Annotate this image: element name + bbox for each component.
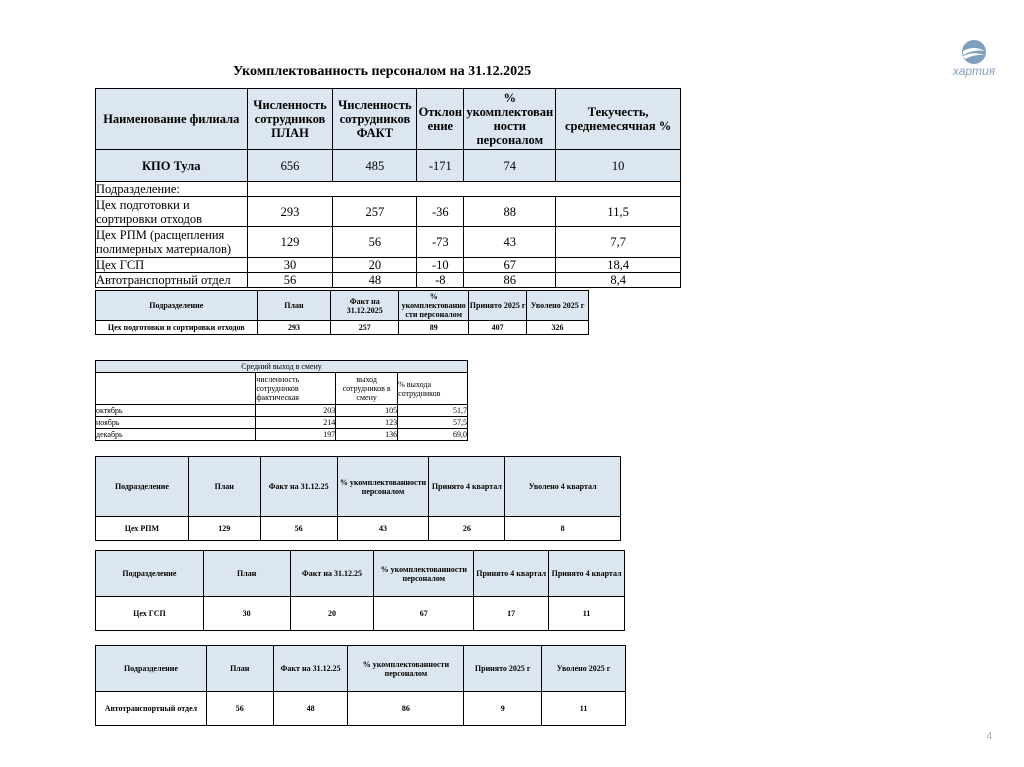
transport-dept-table — [95, 645, 626, 726]
col-header-hired: Принято 2025 г — [464, 646, 542, 692]
row-name: Цех подготовки и сортировки отходов — [96, 197, 248, 227]
row-staffing-pct: 43 — [464, 227, 556, 258]
row-turnover: 11,5 — [556, 197, 681, 227]
blank-header-cell — [96, 373, 256, 405]
page-title: Укомплектованность персоналом на 31.12.2025 — [233, 64, 532, 79]
cell-plan: 30 — [203, 597, 290, 631]
col-header-staffing-pct: % укомплектованности персоналом — [374, 551, 474, 597]
col-header-turnover: Текучесть, среднемесячная % — [556, 89, 681, 150]
branch-staffing-pct: 74 — [464, 150, 556, 182]
col-header-hired: Принято 4 квартал — [429, 457, 505, 517]
table-row — [96, 417, 468, 429]
row-plan: 30 — [247, 258, 333, 273]
col-header-division: Подразделение — [96, 646, 207, 692]
cell-staffing-pct: 67 — [374, 597, 474, 631]
table-row — [96, 258, 681, 273]
cell-pct: 51,7 — [398, 405, 468, 417]
col-header-division: Подразделение — [96, 291, 258, 321]
col-header-fact: Численность сотрудников ФАКТ — [333, 89, 417, 150]
staffing-main-table — [95, 88, 681, 288]
col-header-fact: Факт на 31.12.2025 — [331, 291, 399, 321]
col-header-shift-pct: % выхода сотрудников — [398, 373, 468, 405]
col-header-plan: Численность сотрудников ПЛАН — [247, 89, 333, 150]
cell-dismissed: 8 — [505, 517, 621, 541]
cell-hired: 26 — [429, 517, 505, 541]
branch-name: КПО Тула — [96, 150, 248, 182]
cell-dismissed: 11 — [542, 692, 626, 726]
col-header-dismissed: Уволено 2025 г — [542, 646, 626, 692]
row-fact: 48 — [333, 273, 417, 288]
cell-out: 136 — [336, 429, 398, 441]
col-header-staffing-pct: % укомплектован ности персоналом — [464, 89, 556, 150]
row-fact: 56 — [333, 227, 417, 258]
row-fact: 20 — [333, 258, 417, 273]
cell-fact: 48 — [273, 692, 348, 726]
table-row — [96, 517, 621, 541]
rpm-shop-table — [95, 456, 621, 541]
col-header-plan: План — [188, 457, 260, 517]
col-header-shift-out: выход сотрудников в смену — [336, 373, 398, 405]
col-header-plan: План — [203, 551, 290, 597]
row-turnover: 8,4 — [556, 273, 681, 288]
col-header-fact: Факт на 31.12.25 — [260, 457, 337, 517]
row-deviation: -8 — [417, 273, 464, 288]
col-header-dismissed: Уволено 4 квартал — [505, 457, 621, 517]
row-fact: 257 — [333, 197, 417, 227]
col-header-hired: Принято 4 квартал — [474, 551, 549, 597]
row-name: Цех РПМ (расщепления полимерных материалов) — [96, 227, 248, 258]
cell-staffing-pct: 89 — [399, 321, 469, 335]
col-header-staffing-pct: % укомплектованности персоналом — [337, 457, 429, 517]
col-header-plan: План — [257, 291, 331, 321]
row-turnover: 18,4 — [556, 258, 681, 273]
cell-hired: 17 — [474, 597, 549, 631]
cell-month: октябрь — [96, 405, 256, 417]
table-row — [96, 227, 681, 258]
row-name: Цех ГСП — [96, 258, 248, 273]
cell-month: декабрь — [96, 429, 256, 441]
sorting-shop-table — [95, 290, 589, 335]
col-header-hired-2: Принято 4 квартал — [549, 551, 625, 597]
table-row — [96, 321, 589, 335]
cell-out: 105 — [336, 405, 398, 417]
row-deviation: -73 — [417, 227, 464, 258]
company-logo — [946, 38, 1002, 82]
table-row — [96, 405, 468, 417]
col-header-division: Подразделение — [96, 551, 204, 597]
row-deviation: -36 — [417, 197, 464, 227]
table-row — [96, 273, 681, 288]
cell-hired: 9 — [464, 692, 542, 726]
cell-out: 123 — [336, 417, 398, 429]
branch-deviation: -171 — [417, 150, 464, 182]
row-name: Автотранспортный отдел — [96, 273, 248, 288]
cell-dismissed: 11 — [549, 597, 625, 631]
cell-fact: 56 — [260, 517, 337, 541]
cell-count: 197 — [256, 429, 336, 441]
col-header-hired: Принято 2025 г — [469, 291, 527, 321]
subdivision-label: Подразделение: — [96, 182, 248, 197]
row-turnover: 7,7 — [556, 227, 681, 258]
row-plan: 293 — [247, 197, 333, 227]
cell-month: ноябрь — [96, 417, 256, 429]
cell-dismissed: 326 — [527, 321, 589, 335]
col-header-plan: План — [206, 646, 273, 692]
col-header-branch: Наименование филиала — [96, 89, 248, 150]
row-staffing-pct: 88 — [464, 197, 556, 227]
cell-staffing-pct: 86 — [348, 692, 464, 726]
cell-division: Цех РПМ — [96, 517, 189, 541]
cell-division: Автотранспортный отдел — [96, 692, 207, 726]
cell-pct: 69,0 — [398, 429, 468, 441]
cell-fact: 20 — [290, 597, 374, 631]
row-staffing-pct: 86 — [464, 273, 556, 288]
subdivision-blank — [247, 182, 680, 197]
cell-count: 214 — [256, 417, 336, 429]
logo-text: хартия — [952, 64, 996, 78]
col-header-dismissed: Уволено 2025 г — [527, 291, 589, 321]
table-row — [96, 692, 626, 726]
branch-fact: 485 — [333, 150, 417, 182]
table-row — [96, 429, 468, 441]
col-header-staffing-pct: % укомплектованности персоналом — [348, 646, 464, 692]
row-plan: 56 — [247, 273, 333, 288]
cell-staffing-pct: 43 — [337, 517, 429, 541]
table-row — [96, 597, 625, 631]
page-number: 4 — [986, 731, 992, 742]
row-plan: 129 — [247, 227, 333, 258]
cell-division: Цех подготовки и сортировки отходов — [96, 321, 258, 335]
shift-table-title: Средний выход в смену — [96, 361, 468, 373]
col-header-actual-count: численность сотрудников фактическая — [256, 373, 336, 405]
cell-plan: 293 — [257, 321, 331, 335]
row-staffing-pct: 67 — [464, 258, 556, 273]
col-header-division: Подразделение — [96, 457, 189, 517]
col-header-staffing-pct: % укомплектованно сти персоналом — [399, 291, 469, 321]
gsp-shop-table — [95, 550, 625, 631]
cell-count: 203 — [256, 405, 336, 417]
col-header-fact: Факт на 31.12.25 — [273, 646, 348, 692]
cell-division: Цех ГСП — [96, 597, 204, 631]
table-row — [96, 197, 681, 227]
cell-hired: 407 — [469, 321, 527, 335]
col-header-deviation: Отклон ение — [417, 89, 464, 150]
cell-plan: 56 — [206, 692, 273, 726]
cell-fact: 257 — [331, 321, 399, 335]
cell-pct: 57,5 — [398, 417, 468, 429]
branch-plan: 656 — [247, 150, 333, 182]
branch-turnover: 10 — [556, 150, 681, 182]
cell-plan: 129 — [188, 517, 260, 541]
col-header-fact: Факт на 31.12.25 — [290, 551, 374, 597]
shift-attendance-table — [95, 360, 468, 441]
row-deviation: -10 — [417, 258, 464, 273]
